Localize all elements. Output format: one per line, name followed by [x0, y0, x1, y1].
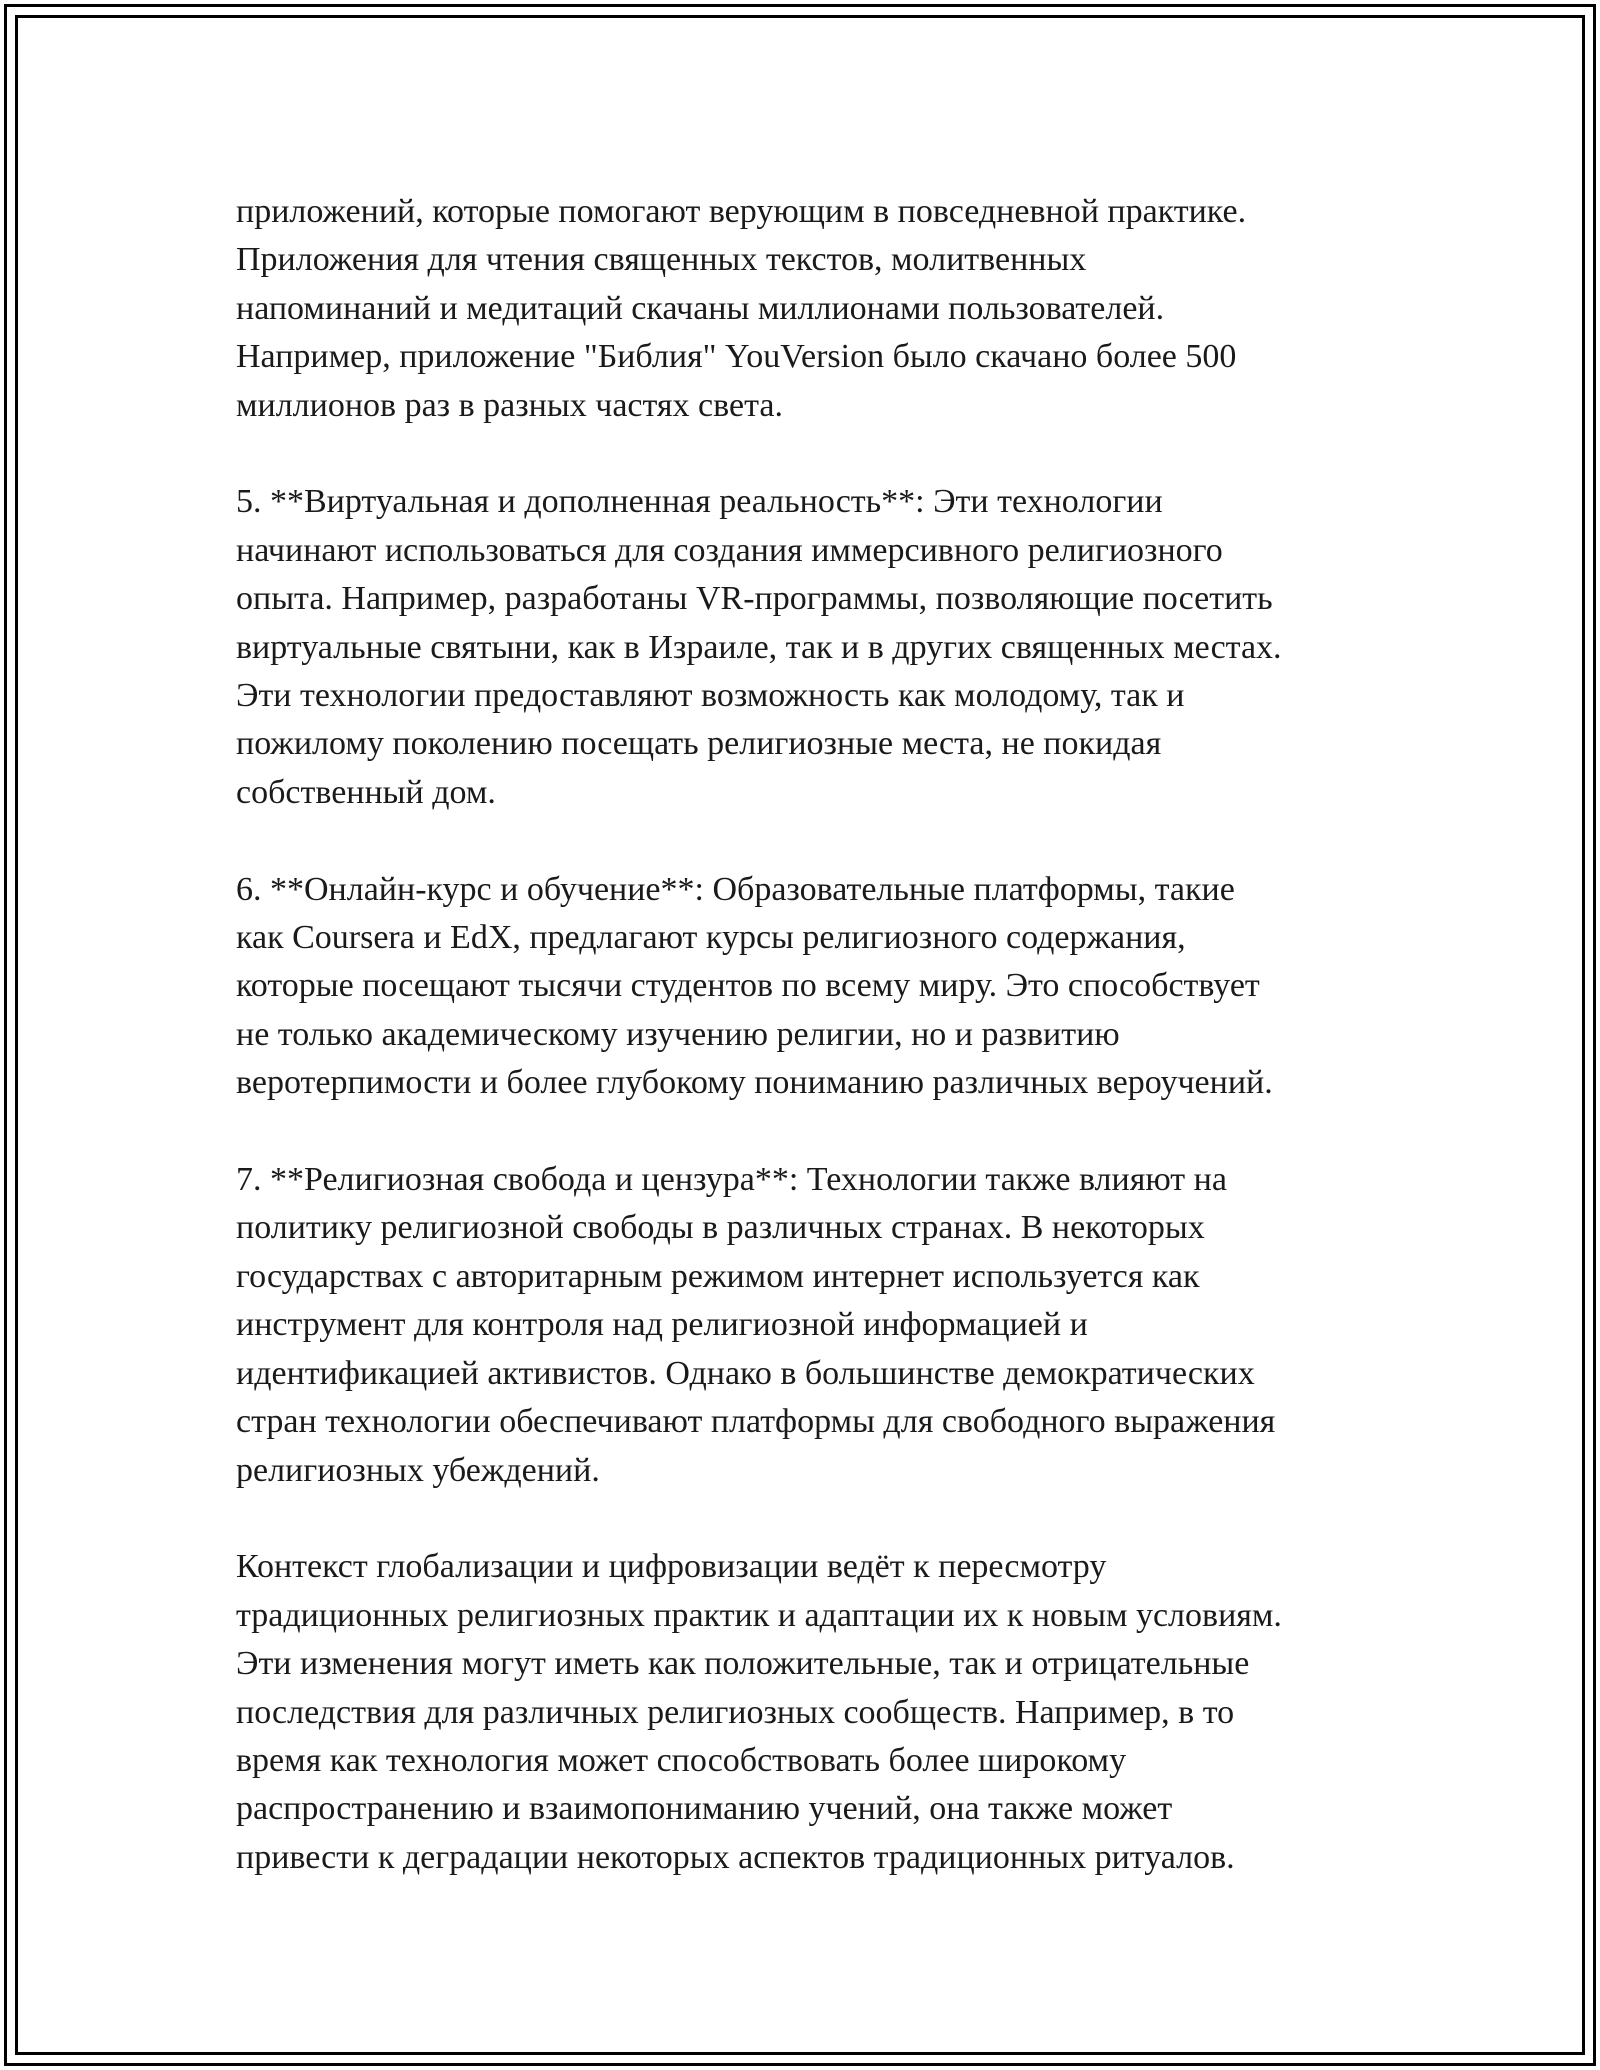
text-line: стран технологии обеспечивают платформы для свободного выражения — [236, 1403, 1276, 1441]
paragraph-religious-freedom — [236, 1156, 1386, 1495]
text-line: Эти технологии предоставляют возможность как молодому, так и — [236, 677, 1185, 715]
text-line: Контекст глобализации и цифровизации ведёт к пересмотру — [236, 1548, 1107, 1586]
document-body — [236, 188, 1386, 1931]
text-line: традиционных религиозных практик и адаптации их к новым условиям. — [236, 1596, 1282, 1634]
text-line: религиозных убеждений. — [236, 1451, 600, 1489]
text-line: начинают использоваться для создания иммерсивного религиозного — [236, 531, 1223, 569]
text-line: Например, приложение "Библия" YouVersion было скачано более 500 — [236, 338, 1237, 376]
text-line: пожилому поколению посещать религиозные места, не покидая — [236, 725, 1162, 763]
paragraph-online-courses — [236, 866, 1386, 1108]
text-line: время как технология может способствовать более широкому — [236, 1741, 1127, 1779]
text-line: веротерпимости и более глубокому пониманию различных вероучений. — [236, 1064, 1273, 1102]
text-line: 5. **Виртуальная и дополненная реальность**: Эти технологии — [236, 483, 1163, 521]
text-line: которые посещают тысячи студентов по всему миру. Это способствует — [236, 967, 1260, 1005]
text-line: государствах с авторитарным режимом интернет используется как — [236, 1257, 1200, 1295]
text-line: приложений, которые помогают верующим в повседневной практике. — [236, 193, 1247, 230]
text-line: миллионов раз в разных частях света. — [236, 386, 783, 424]
paragraph-globalization — [236, 1543, 1386, 1882]
text-line: как Coursera и EdX, предлагают курсы религиозного содержания, — [236, 919, 1186, 957]
text-line: распространению и взаимопониманию учений, она также может — [236, 1790, 1173, 1828]
text-line: 6. **Онлайн-курс и обучение**: Образовательные платформы, такие — [236, 870, 1235, 908]
text-line: Эти изменения могут иметь как положительные, так и отрицательные — [236, 1645, 1250, 1683]
text-line: привести к деградации некоторых аспектов традиционных ритуалов. — [236, 1838, 1235, 1876]
text-line: не только академическому изучению религии, но и развитию — [236, 1015, 1120, 1053]
text-line: собственный дом. — [236, 773, 496, 811]
paragraph-vr-ar — [236, 478, 1386, 817]
text-line: политику религиозной свободы в различных странах. В некоторых — [236, 1209, 1205, 1247]
text-line: 7. **Религиозная свобода и цензура**: Технологии также влияют на — [236, 1161, 1227, 1199]
text-line: инструмент для контроля над религиозной информацией и — [236, 1306, 1088, 1344]
text-line: Приложения для чтения священных текстов, молитвенных — [236, 241, 1087, 279]
text-line: напоминаний и медитаций скачаны миллионами пользователей. — [236, 289, 1165, 327]
text-line: последствия для различных религиозных сообществ. Например, в то — [236, 1693, 1235, 1731]
paragraph-apps — [236, 188, 1386, 430]
text-line: виртуальные святыни, как в Израиле, так и в других священных местах. — [236, 628, 1282, 666]
text-line: опыта. Например, разработаны VR-программы, позволяющие посетить — [236, 580, 1273, 618]
text-line: идентификацией активистов. Однако в большинстве демократических — [236, 1354, 1255, 1392]
